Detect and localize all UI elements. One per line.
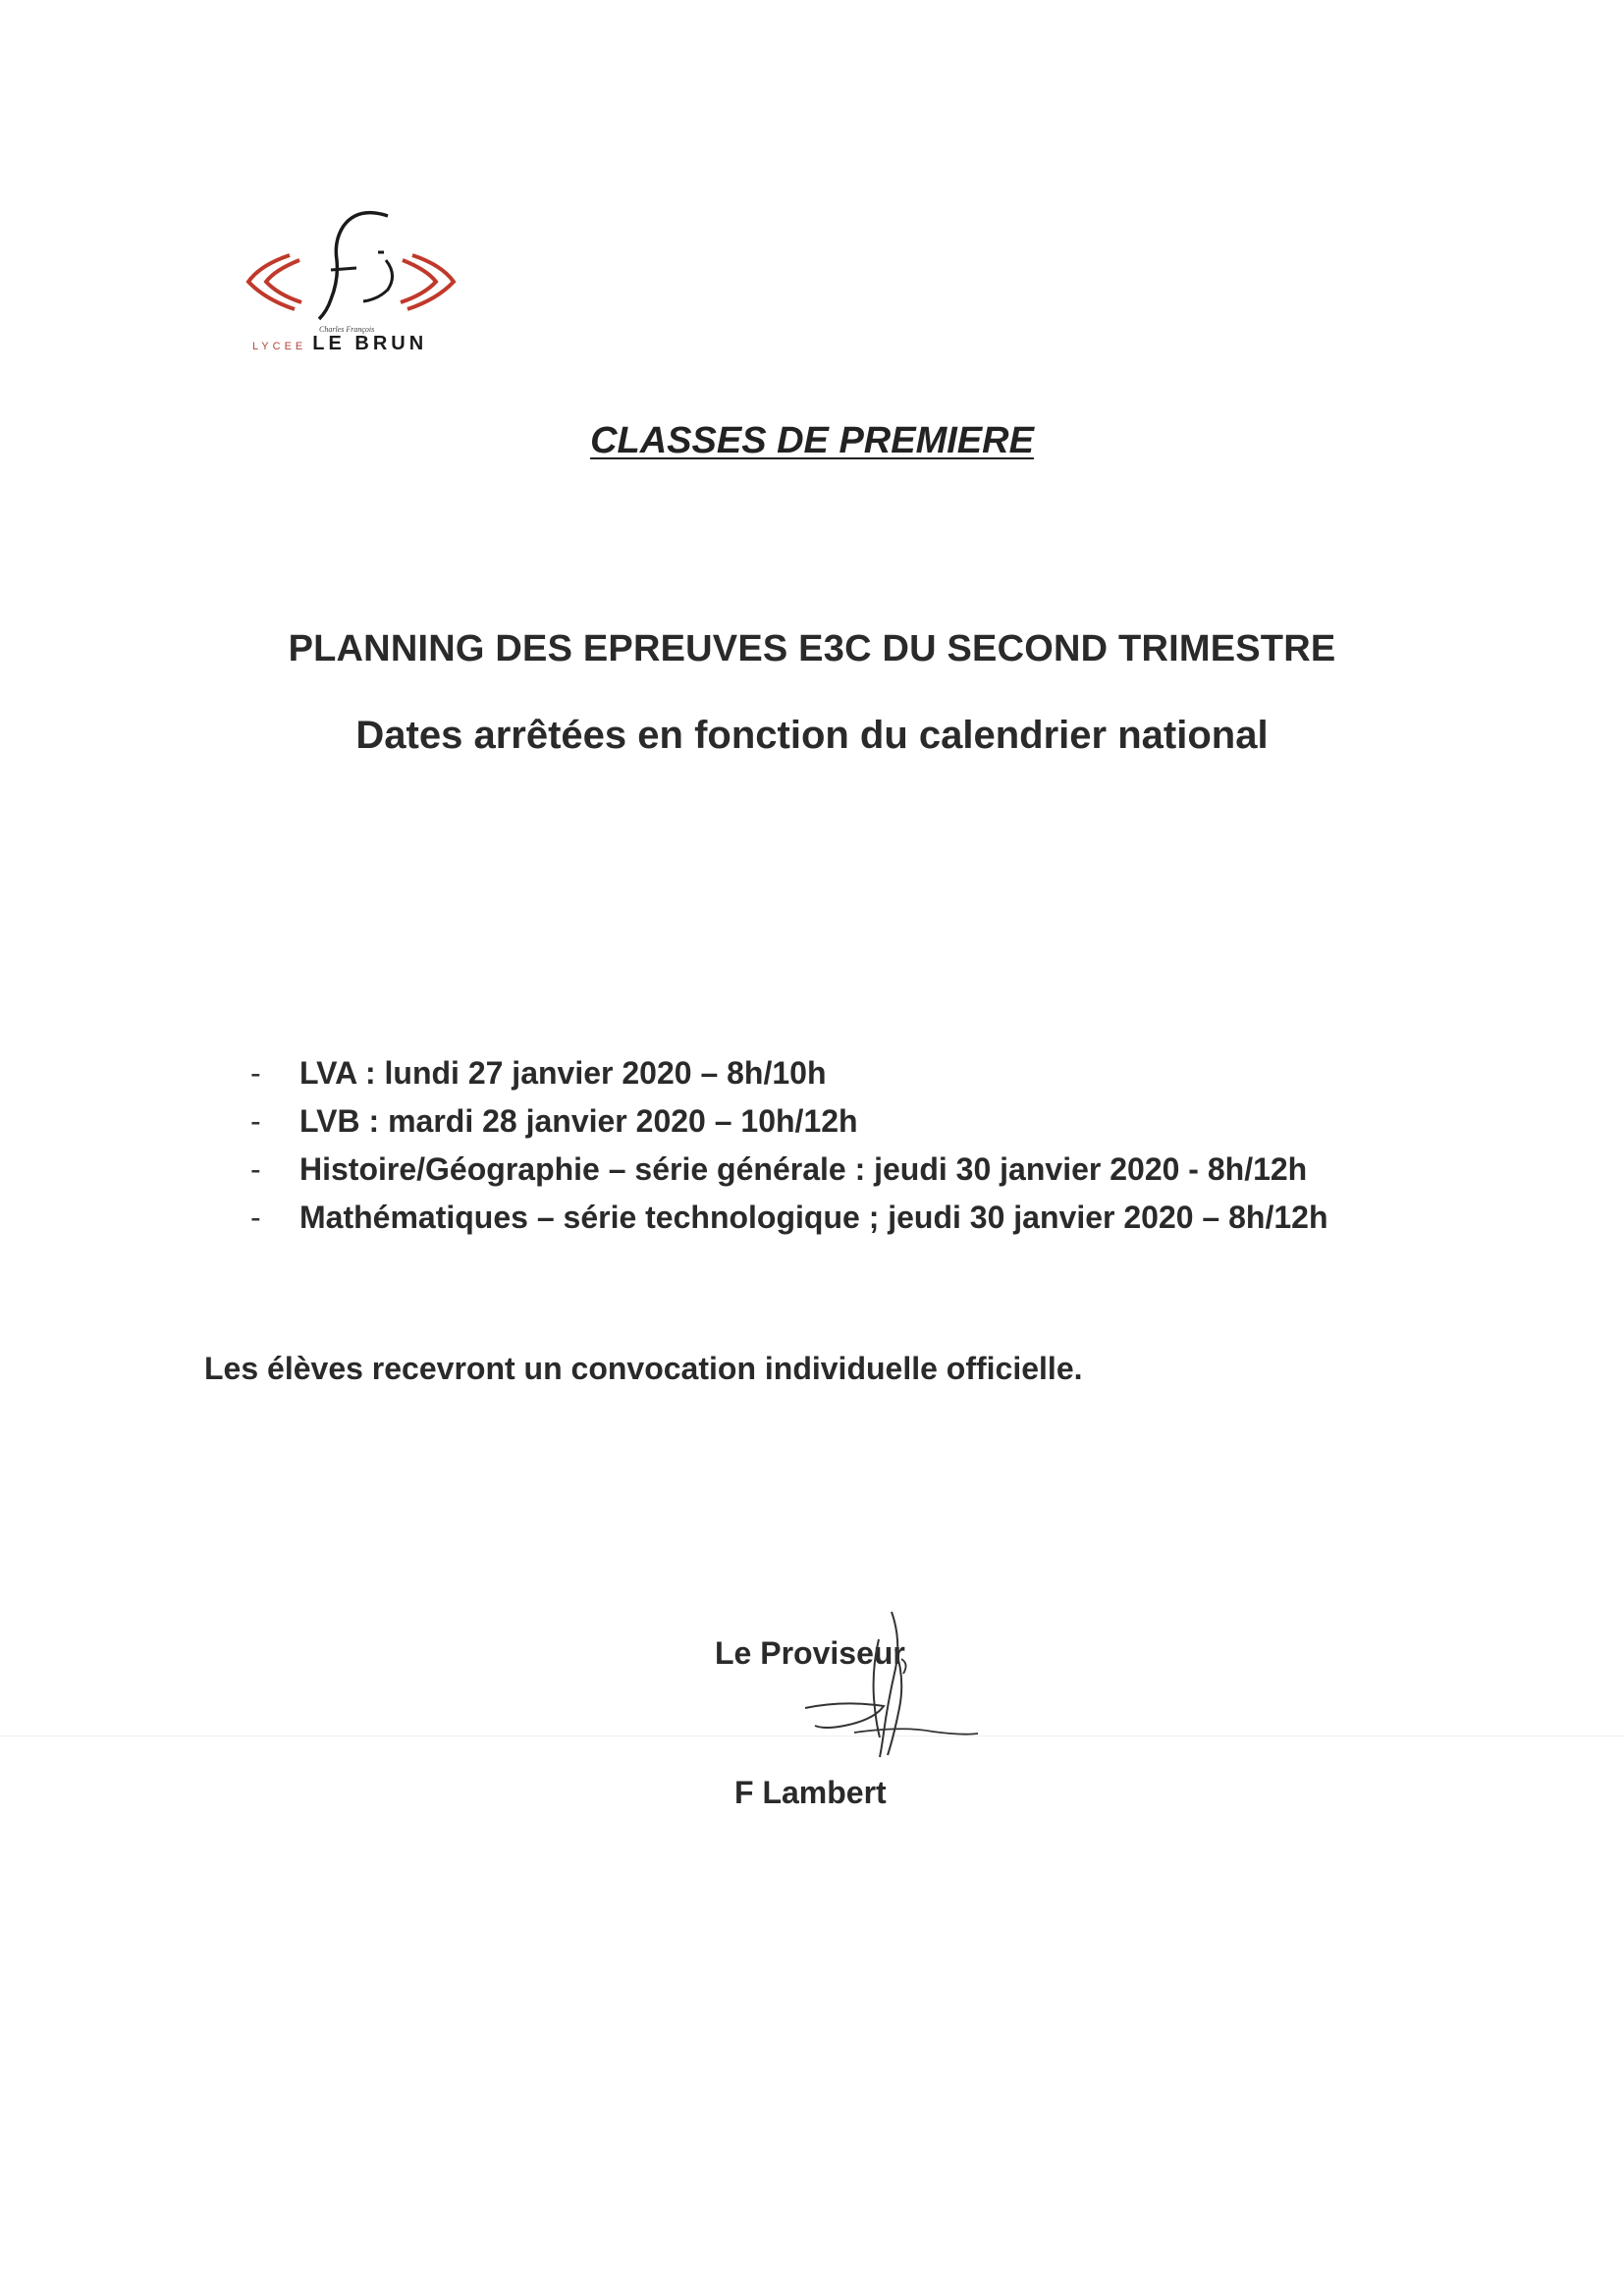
handwritten-signature xyxy=(785,1610,992,1787)
page-title: PLANNING DES EPREUVES E3C DU SECOND TRIMESTRE xyxy=(288,628,1336,669)
exam-histoire-geographie: Histoire/Géographie – série générale : jeudi 30 janvier 2020 - 8h/12h xyxy=(299,1151,1308,1187)
list-item xyxy=(250,1103,1327,1151)
list-bullet: - xyxy=(250,1151,261,1187)
convocation-note: Les élèves recevront un convocation individuelle officielle. xyxy=(204,1351,1083,1386)
list-bullet: - xyxy=(250,1200,261,1235)
exam-mathematiques: Mathématiques – série technologique ; jeudi 30 janvier 2020 – 8h/12h xyxy=(299,1200,1328,1235)
exam-lvb: LVB : mardi 28 janvier 2020 – 10h/12h xyxy=(299,1103,858,1139)
exam-lva: LVA : lundi 27 janvier 2020 – 8h/10h xyxy=(299,1055,827,1091)
signatory-role: Le Proviseur xyxy=(715,1635,905,1671)
signatory-name: F Lambert xyxy=(734,1775,887,1810)
list-item xyxy=(250,1151,1327,1200)
list-item xyxy=(250,1055,1327,1103)
logo-caption: Charles François xyxy=(319,325,375,334)
school-prefix: LYCEE xyxy=(252,341,307,352)
school-name-text: LE BRUN xyxy=(312,333,428,354)
school-name xyxy=(252,334,427,353)
page-subtitle: Dates arrêtées en fonction du calendrier national xyxy=(355,714,1269,757)
list-bullet: - xyxy=(250,1055,261,1091)
class-title: CLASSES DE PREMIERE xyxy=(590,420,1034,461)
school-logo xyxy=(241,201,466,368)
exam-schedule-list xyxy=(250,1055,1327,1248)
list-bullet: - xyxy=(250,1103,261,1139)
list-item xyxy=(250,1200,1327,1248)
logo-emblem-icon xyxy=(241,201,466,329)
